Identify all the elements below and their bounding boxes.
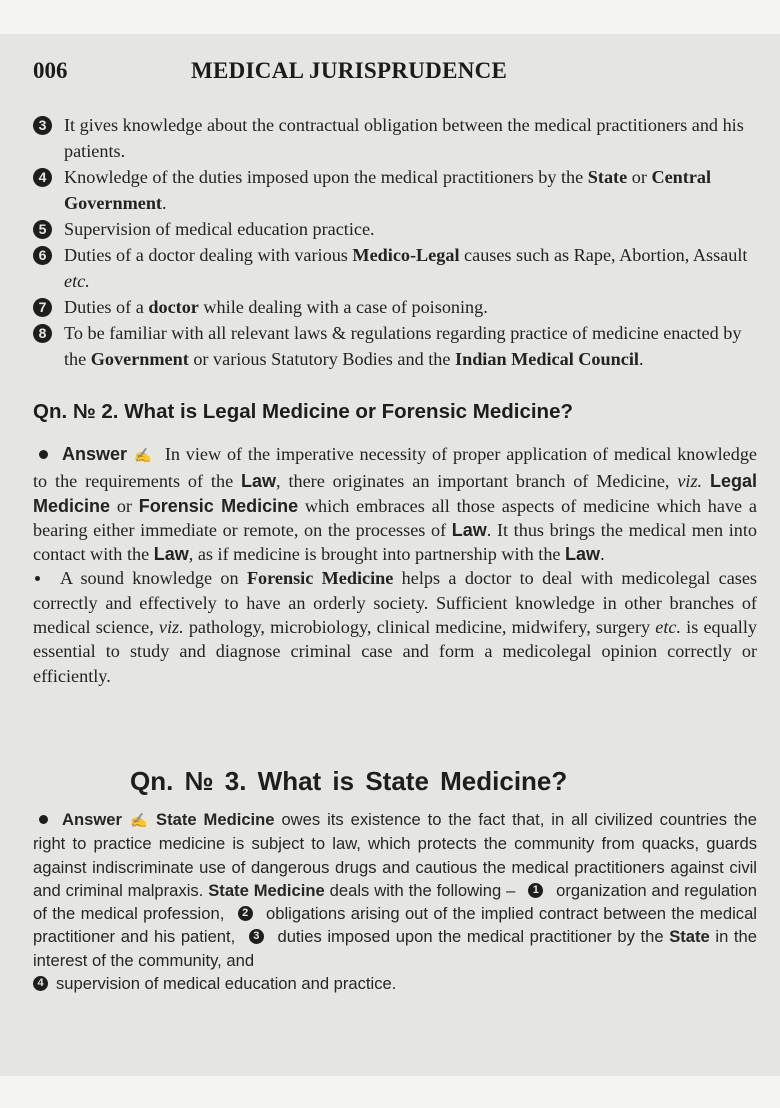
emphasis-text: Forensic Medicine <box>138 495 299 516</box>
answer-label: Answer <box>62 444 128 464</box>
number-badge-icon: 8 <box>33 324 52 343</box>
running-title: MEDICAL JURISPRUDENCE <box>191 58 508 83</box>
text-run: It gives knowledge about the contractual obligation between the medical practitioners and his patients. <box>64 115 744 161</box>
text-run: . <box>638 349 644 369</box>
text-run: helps a doctor to deal with medicolegal cases correctly and effectively to have an orderly society. Sufficient knowledge in other branches of medical science, <box>33 568 758 638</box>
importance-list <box>33 112 757 372</box>
list-item <box>33 320 757 372</box>
number-badge-icon: 2 <box>238 906 253 921</box>
emphasis-text: State <box>587 167 628 187</box>
emphasis-text: Indian Medical Council <box>455 349 639 369</box>
emphasis-text: Law <box>241 471 277 492</box>
text-run: Supervision of medical education practice. <box>64 219 375 239</box>
text-run: , there originates an important branch of Medicine, <box>276 471 678 492</box>
text-run: causes such as Rape, Abortion, Assault <box>459 245 748 265</box>
emphasis-text: Law <box>565 544 601 565</box>
italic-text: viz. <box>158 617 184 638</box>
pen-writing-icon: ✍ <box>127 812 151 828</box>
text-run: Duties of a <box>64 297 149 317</box>
bullet-icon <box>39 450 48 459</box>
question-2-answer <box>33 442 757 688</box>
text-run: while dealing with a case of poisoning. <box>198 297 488 317</box>
answer-paragraph <box>33 808 757 972</box>
text-run: In view of the imperative necessity of proper application of medical knowledge to the requirements of the <box>33 444 757 492</box>
emphasis-text: Law <box>451 519 487 540</box>
text-run: in the interest of the community, and <box>33 927 757 970</box>
text-run: owes its existence to the fact that, in all civilized countries the right to practice medicine is subject to law, which protects the community from quacks, guards against indiscriminate use of dangerous drugs and cautious the medical practitioners against civil and criminal malpraxis. <box>33 810 757 900</box>
text-run: or <box>627 167 652 187</box>
emphasis-text: Government <box>90 349 189 369</box>
question-3-answer <box>33 808 757 995</box>
emphasis-text: Law <box>153 544 189 565</box>
list-item <box>33 164 757 216</box>
number-badge-icon: 3 <box>33 116 52 135</box>
number-badge-icon: 7 <box>33 298 52 317</box>
question-3-heading: Qn. № 3. What is State Medicine? <box>130 766 568 796</box>
number-badge-icon: 6 <box>33 246 52 265</box>
text-run: To be familiar with all relevant laws & regulations regarding practice of medicine enacted by the <box>64 323 742 369</box>
question-2-heading: Qn. № 2. What is Legal Medicine or Forensic Medicine? <box>33 400 574 423</box>
emphasis-text: Legal Medicine <box>33 471 757 516</box>
number-badge-icon: 3 <box>249 929 264 944</box>
page-number: 006 <box>33 58 68 83</box>
text-run: is equally essential to study and diagnose criminal case and form a medicolegal opinion correctly or efficiently. <box>33 617 757 686</box>
answer-last-line <box>33 972 757 995</box>
last-line-text: supervision of medical education and practice. <box>56 974 397 994</box>
text-run: . It thus brings the medical men into contact with the <box>33 519 757 565</box>
emphasis-text: State Medicine <box>208 880 325 900</box>
text-run: , as if medicine is brought into partnership with the <box>188 544 566 565</box>
number-badge-icon: 4 <box>33 976 48 991</box>
pen-writing-icon: ✍ <box>133 449 153 464</box>
text-run: or various Statutory Bodies and the <box>188 349 455 369</box>
answer-paragraph <box>33 566 757 687</box>
text-run: obligations arising out of the implied contract between the medical practitioner and his patient, <box>33 904 757 947</box>
list-item <box>33 294 757 320</box>
number-badge-icon: 1 <box>528 883 543 898</box>
text-run: A sound knowledge on <box>60 568 247 589</box>
emphasis-text: State Medicine <box>156 810 275 829</box>
emphasis-text: doctor <box>148 297 199 317</box>
text-run: duties imposed upon the medical practitioner by the <box>271 927 670 947</box>
text-run: Duties of a doctor dealing with various <box>64 245 353 265</box>
italic-text: etc. <box>64 271 90 291</box>
answer-label: Answer <box>62 810 122 829</box>
list-item <box>33 216 757 242</box>
text-run: organization and regulation of the medical profession, <box>33 880 757 924</box>
text-run: Knowledge of the duties imposed upon the medical practitioners by the <box>64 167 588 187</box>
text-run: . <box>162 193 167 213</box>
text-run: pathology, microbiology, clinical medicine, midwifery, surgery <box>183 617 656 638</box>
bullet-icon <box>35 576 40 581</box>
text-run: which embraces all those aspects of medicine which have a bearing either immediate or remote, on the processes of <box>33 495 758 540</box>
bullet-icon <box>39 815 48 824</box>
text-run: or <box>110 495 139 516</box>
emphasis-text: Forensic Medicine <box>246 568 394 589</box>
answer-paragraph <box>33 442 757 566</box>
text-run <box>702 471 710 491</box>
italic-text: viz. <box>677 471 703 492</box>
list-item <box>33 112 757 164</box>
number-badge-icon: 4 <box>33 168 52 187</box>
number-badge-icon: 5 <box>33 220 52 239</box>
list-item <box>33 242 757 294</box>
text-run: . <box>600 544 605 565</box>
italic-text: etc. <box>655 617 682 638</box>
text-run: deals with the following – <box>324 880 521 900</box>
emphasis-text: State <box>669 927 710 947</box>
emphasis-text: Central Government <box>64 167 712 213</box>
emphasis-text: Medico-Legal <box>352 245 460 265</box>
